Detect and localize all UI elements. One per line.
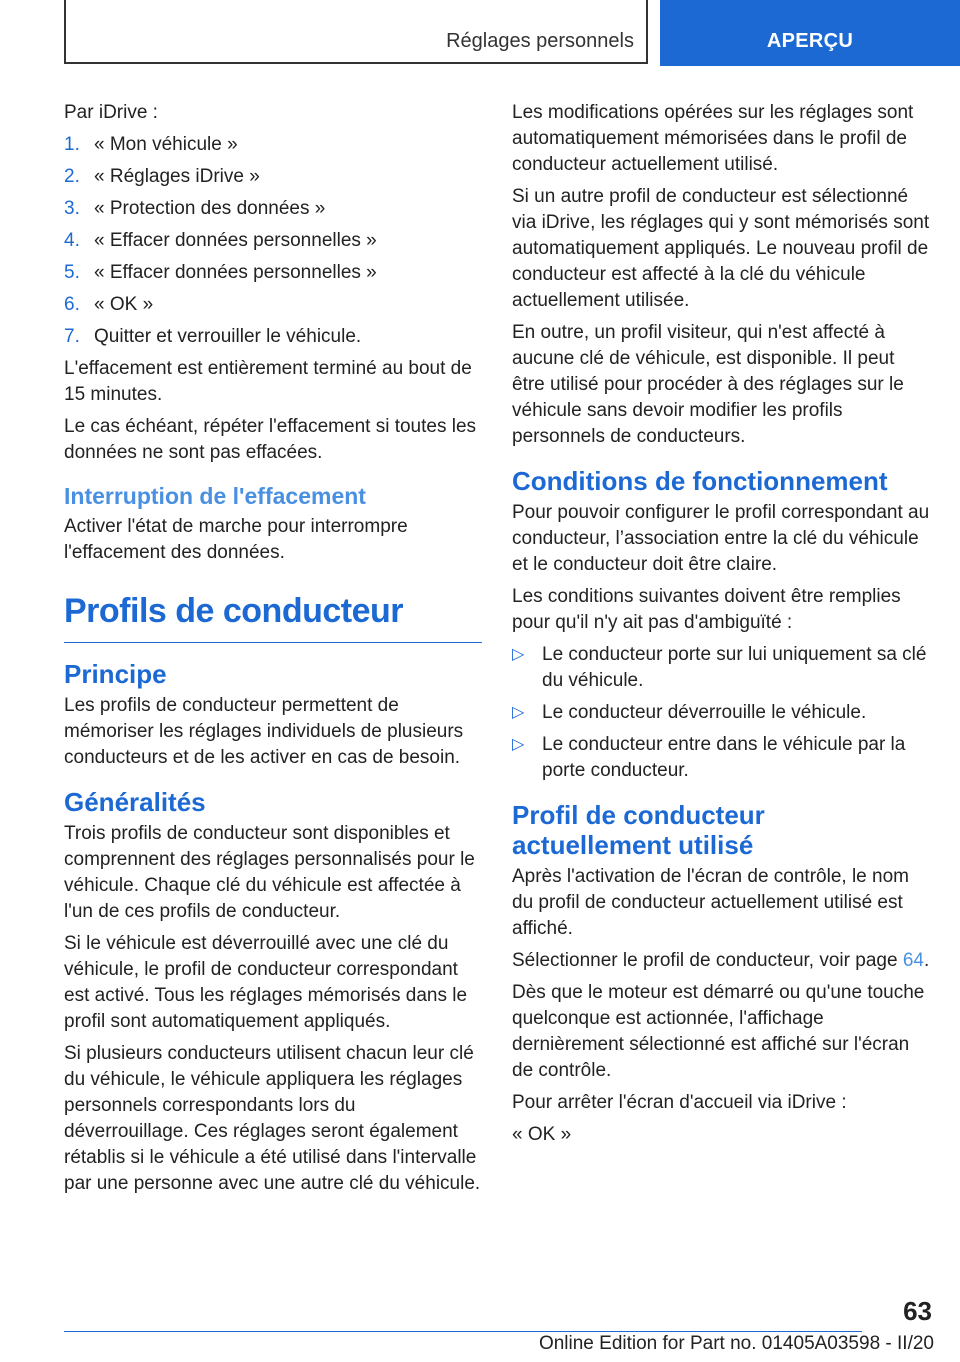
- paragraph: Pour pouvoir configurer le profil correspondant au conducteur, l’association entre la clé du véhicule et le conducteur doit être claire.: [512, 502, 930, 575]
- step-text: « Protection des données »: [94, 198, 326, 219]
- page-number: 63: [903, 1296, 932, 1326]
- paragraph: Le cas échéant, répéter l'effacement si toutes les données ne sont pas effacées.: [64, 416, 477, 463]
- footer-edition: Online Edition for Part no. 01405A03598 - II/20: [538, 1333, 934, 1354]
- triangle-bullet-icon: ▷: [512, 704, 525, 721]
- list-item: [64, 132, 482, 158]
- paragraph: Après l'activation de l'écran de contrôle, le nom du profil de conducteur actuellement utilisé est affiché.: [512, 866, 909, 939]
- select-suffix: .: [923, 950, 930, 971]
- paragraph: Les modifications opérées sur les réglages sont automatiquement mémorisées dans le profil de conducteur actuellement utilisé.: [512, 102, 914, 175]
- paragraph: Dès que le moteur est démarré ou qu'une touche quelconque est actionnée, l'affichage dernièrement sélectionné est affiché sur l'écran de contrôle.: [512, 982, 925, 1081]
- step-number: 4.: [64, 230, 80, 251]
- heading-current-profile: Profil de conducteur actuellement utilisé: [512, 800, 765, 860]
- left-column: [64, 100, 482, 1203]
- list-item: [64, 228, 482, 254]
- paragraph: Activer l'état de marche pour interrompre l'effacement des données.: [64, 516, 408, 563]
- select-text: Sélectionner le profil de conducteur, voir page: [512, 950, 903, 971]
- list-item: [64, 196, 482, 222]
- bullet-text: Le conducteur entre dans le véhicule par la porte conducteur.: [542, 734, 906, 781]
- paragraph: Trois profils de conducteur sont disponibles et comprennent des réglages personnalisés pour le véhicule. Chaque clé du véhicule est affectée à l'un de ces profils de conducteur.: [64, 823, 475, 922]
- paragraph: Les conditions suivantes doivent être remplies pour qu'il n'y ait pas d'ambiguïté :: [512, 586, 901, 633]
- list-item: [64, 292, 482, 318]
- page-link[interactable]: 64: [902, 950, 924, 971]
- step-number: 6.: [64, 294, 80, 315]
- paragraph: En outre, un profil visiteur, qui n'est affecté à aucune clé de véhicule, est disponible. Il peut être utilisé pour procéder à des réglages sur le véhicule sans devoir modifier les profils personnels de conducteurs.: [512, 322, 904, 447]
- footer-divider: [64, 1331, 862, 1332]
- step-number: 5.: [64, 262, 80, 283]
- paragraph: Si plusieurs conducteurs utilisent chacun leur clé du véhicule, le véhicule appliquera les réglages personnels correspondants lors du déverrouillage. Ces réglages seront également rétablis si le véhicule a été utilisé dans l'intervalle par une personne avec une autre clé du véhicule.: [64, 1043, 481, 1194]
- heading-generalites: Généralités: [64, 787, 206, 817]
- triangle-bullet-icon: ▷: [512, 736, 525, 753]
- paragraph: L'effacement est entièrement terminé au bout de 15 minutes.: [64, 358, 472, 405]
- paragraph: « OK »: [512, 1124, 572, 1145]
- list-item: [512, 732, 930, 784]
- step-text: « OK »: [94, 294, 154, 315]
- list-item: [64, 164, 482, 190]
- heading-profiles: Profils de conducteur: [64, 590, 482, 643]
- paragraph: Les profils de conducteur permettent de mémoriser les réglages individuels de plusieurs conducteurs et de les activer en cas de besoin.: [64, 695, 464, 768]
- list-item: [512, 700, 930, 726]
- list-item: [64, 324, 482, 350]
- paragraph-select-profile: [512, 948, 930, 974]
- bullet-text: Le conducteur porte sur lui uniquement sa clé du véhicule.: [542, 644, 927, 691]
- step-number: 7.: [64, 326, 80, 347]
- step-text: Quitter et verrouiller le véhicule.: [94, 326, 362, 347]
- tab-apercu-label: APERÇU: [766, 30, 854, 52]
- conditions-list: [512, 642, 930, 784]
- header-section-label: Réglages personnels: [446, 30, 634, 52]
- step-number: 2.: [64, 166, 80, 187]
- steps-list: [64, 132, 482, 350]
- step-text: « Réglages iDrive »: [94, 166, 260, 187]
- paragraph: Pour arrêter l'écran d'accueil via iDrive :: [512, 1092, 847, 1113]
- paragraph: Si un autre profil de conducteur est sélectionné via iDrive, les réglages qui y sont mémorisés sont automatiquement appliqués. Le nouveau profil de conducteur est affecté à la clé du véhicule actuellement utilisée.: [512, 186, 930, 311]
- step-number: 3.: [64, 198, 80, 219]
- list-item: [64, 260, 482, 286]
- step-text: « Effacer données personnelles »: [94, 230, 377, 251]
- list-item: [512, 642, 930, 694]
- heading-conditions: Conditions de fonctionnement: [512, 466, 888, 496]
- step-number: 1.: [64, 134, 80, 155]
- step-text: « Mon véhicule »: [94, 134, 238, 155]
- intro-text: Par iDrive :: [64, 102, 158, 123]
- heading-interruption: Interruption de l'effacement: [64, 483, 366, 509]
- header-section-box: [64, 0, 648, 64]
- paragraph: Si le véhicule est déverrouillé avec une clé du véhicule, le profil de conducteur correspondant est activé. Tous les réglages mémorisés dans le profil sont automatiquement appliqués.: [64, 933, 468, 1032]
- triangle-bullet-icon: ▷: [512, 646, 525, 663]
- heading-principe: Principe: [64, 659, 167, 689]
- right-column: [512, 100, 930, 1154]
- tab-apercu[interactable]: [660, 0, 960, 66]
- bullet-text: Le conducteur déverrouille le véhicule.: [542, 702, 867, 723]
- step-text: « Effacer données personnelles »: [94, 262, 377, 283]
